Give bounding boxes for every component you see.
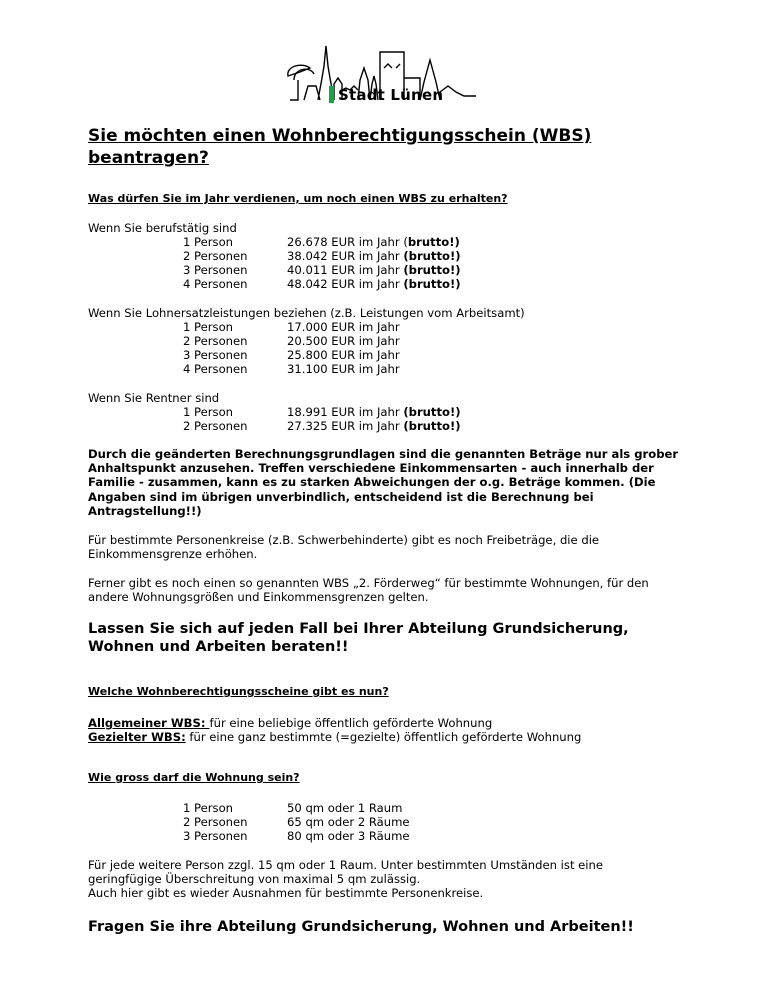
benefits-amount: 31.100 EUR im Jahr: [287, 362, 400, 376]
advice-heading-1: Lassen Sie sich auf jeden Fall bei Ihrer Abteilung Grundsicherung, Wohnen und Arbeiten beraten!!: [88, 621, 629, 655]
second-track-paragraph: Ferner gibt es noch einen so genannten WBS „2. Förderweg“ für bestimmte Wohnungen, für den andere Wohnungsgrößen und Einkommensgrenzen gelten.: [88, 576, 649, 605]
wbs-type-general: Allgemeiner WBS: für eine beliebige öffentlich geförderte Wohnung: [88, 716, 493, 730]
allowance-paragraph: Für bestimmte Personenkreise (z.B. Schwerbehinderte) gibt es noch Freibeträge, die die Einkommensgrenze erhöhen.: [88, 533, 600, 562]
benefits-persons: 2 Personen: [183, 334, 248, 348]
advice-heading-2: Fragen Sie ihre Abteilung Grundsicherung, Wohnen und Arbeiten!!: [88, 919, 634, 935]
apartment-size-heading: Wie gross darf die Wohnung sein?: [88, 771, 300, 784]
pensioner-amount: 27.325 EUR im Jahr (brutto!): [287, 419, 461, 433]
calculation-notice: Durch die geänderten Berechnungsgrundlagen sind die genannten Beträge nur als grober Anhaltspunkt anzusehen. Treffen verschiedene Einkommensarten - auch innerhalb der Familie - zusammen, kann es zu starken Abweichungen der o.g. Beträge kommen. (Die Angaben sind im übrigen unverbindlich, entscheidend ist die Berechnung bei Antragstellung!!): [88, 447, 679, 518]
benefits-amount: 17.000 EUR im Jahr: [287, 320, 400, 334]
pensioner-persons: 1 Person: [183, 405, 234, 419]
employed-persons: 3 Personen: [183, 263, 248, 277]
employed-amount: 38.042 EUR im Jahr (brutto!): [287, 249, 461, 263]
extra-person-paragraph: Für jede weitere Person zzgl. 15 qm oder 1 Raum. Unter bestimmten Umständen ist eine geringfügige Überschreitung von maximal 5 qm zulässig.: [88, 858, 604, 887]
page-title: Sie möchten einen Wohnberechtigungsschein (WBS) beantragen?: [88, 126, 592, 168]
wbs-type-targeted: Gezielter WBS: für eine ganz bestimmte (=gezielte) öffentlich geförderte Wohnung: [88, 730, 582, 744]
income-heading: Was dürfen Sie im Jahr verdienen, um noch einen WBS zu erhalten?: [88, 192, 508, 205]
benefits-persons: 3 Personen: [183, 348, 248, 362]
benefits-amount: 20.500 EUR im Jahr: [287, 334, 400, 348]
size-limit: 50 qm oder 1 Raum: [287, 801, 403, 815]
benefits-persons: 4 Personen: [183, 362, 248, 376]
benefits-intro: Wenn Sie Lohnersatzleistungen beziehen (z.B. Leistungen vom Arbeitsamt): [88, 306, 525, 320]
size-persons: 3 Personen: [183, 829, 248, 843]
employed-persons: 1 Person: [183, 235, 234, 249]
employed-amount: 48.042 EUR im Jahr (brutto!): [287, 277, 461, 291]
pensioner-intro: Wenn Sie Rentner sind: [88, 391, 220, 405]
pensioner-amount: 18.991 EUR im Jahr (brutto!): [287, 405, 461, 419]
logo-city-name: Stadt Lünen: [338, 86, 444, 104]
employed-persons: 4 Personen: [183, 277, 248, 291]
employed-amount: 26.678 EUR im Jahr (brutto!): [287, 235, 460, 249]
size-persons: 1 Person: [183, 801, 234, 815]
benefits-amount: 25.800 EUR im Jahr: [287, 348, 400, 362]
exceptions-line: Auch hier gibt es wieder Ausnahmen für bestimmte Personenkreise.: [88, 886, 484, 900]
wbs-types-heading: Welche Wohnberechtigungsscheine gibt es nun?: [88, 685, 389, 698]
benefits-persons: 1 Person: [183, 320, 234, 334]
logo-accent-bar: [329, 86, 334, 103]
size-limit: 80 qm oder 3 Räume: [287, 829, 410, 843]
employed-intro: Wenn Sie berufstätig sind: [88, 221, 237, 235]
size-persons: 2 Personen: [183, 815, 248, 829]
employed-amount: 40.011 EUR im Jahr (brutto!): [287, 263, 461, 277]
pensioner-persons: 2 Personen: [183, 419, 248, 433]
size-limit: 65 qm oder 2 Räume: [287, 815, 410, 829]
employed-persons: 2 Personen: [183, 249, 248, 263]
